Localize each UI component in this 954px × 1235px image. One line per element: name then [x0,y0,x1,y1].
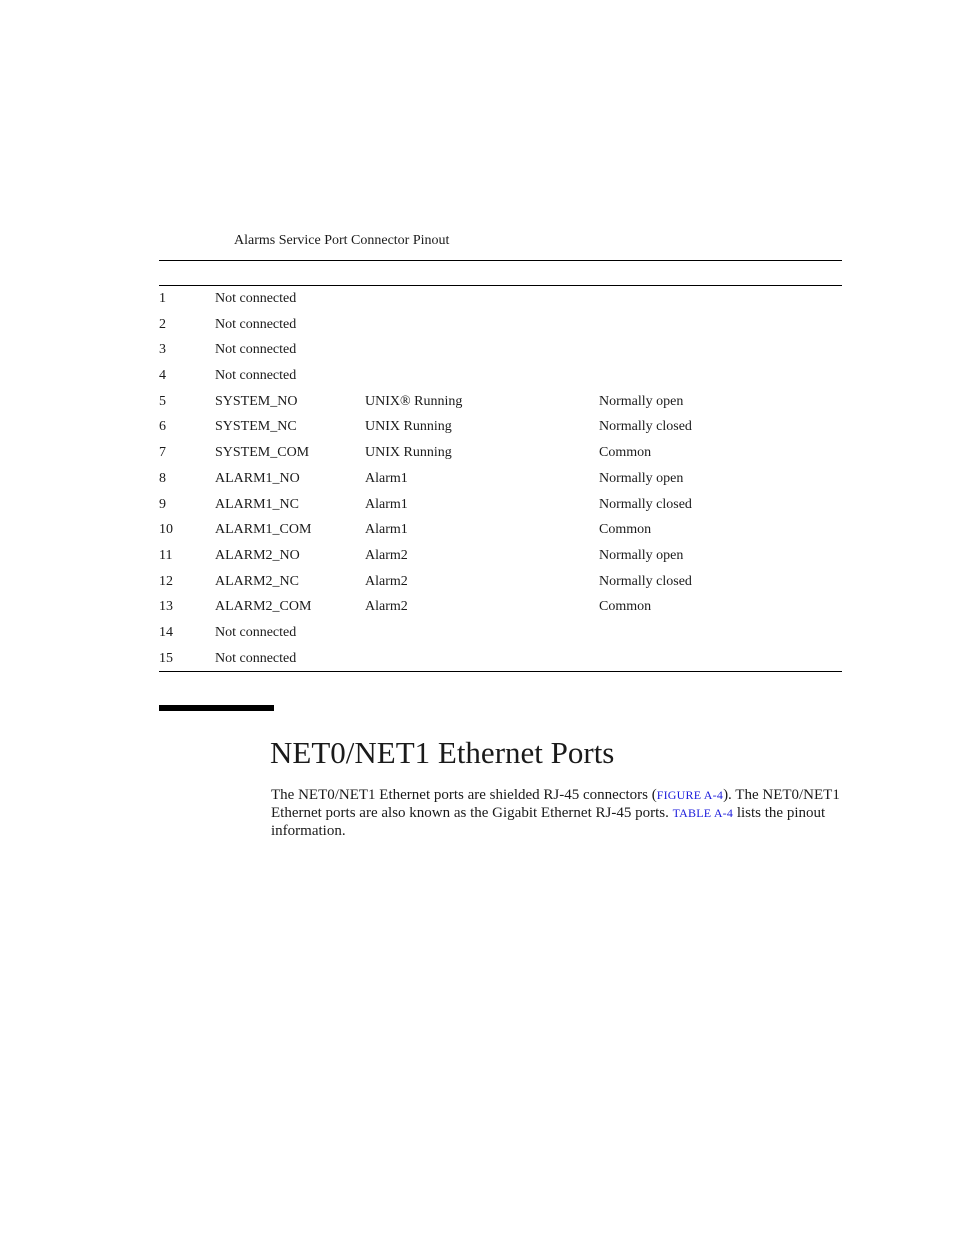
signal-cell: Not connected [215,291,297,306]
table-row [159,569,842,595]
table-row [159,620,842,646]
pin-cell: 2 [159,316,166,332]
note-cell: Normally open [599,393,684,409]
description-cell: Alarm2 [365,573,408,589]
note-cell: Common [599,522,652,538]
description-cell: Alarm1 [365,470,408,486]
paragraph-text: lists the pinout information. [271,805,826,839]
description-cell: UNIX® Running [365,393,463,409]
signal-cell: ALARM2_NO [215,547,300,563]
signal-cell: Not connected [215,342,297,358]
table-row [159,337,842,363]
table-row [159,312,842,338]
figure-a4-link[interactable]: FIGURE A-4 [656,788,724,802]
table-row [159,543,842,569]
table-row [159,363,842,389]
note-cell: Normally closed [599,496,692,512]
pin-cell: 4 [159,368,166,384]
table-row [159,286,842,312]
description-cell: Alarm1 [365,522,408,538]
pin-cell: 7 [159,445,166,461]
paragraph-text: The NET0/NET1 Ethernet ports are shielded RJ-45 connectors ( [271,787,657,803]
pin-cell: 6 [159,419,166,435]
pin-cell: 15 [159,650,173,666]
signal-cell: Not connected [215,316,297,332]
note-cell: Normally closed [599,573,692,589]
pin-cell: 14 [159,624,173,640]
paragraph-text: ). The NET0/NET1 Ethernet ports are also known as the Gigabit Ethernet RJ-45 ports. [271,787,840,821]
description-cell: UNIX Running [365,419,452,435]
description-cell: Alarm2 [365,547,408,563]
section-paragraph [271,786,841,840]
signal-cell: SYSTEM_NC [215,419,297,435]
note-cell: Normally closed [599,419,692,435]
pin-cell: 9 [159,496,166,512]
pinout-table [159,286,842,671]
pin-cell: 13 [159,599,173,615]
description-cell: UNIX Running [365,445,452,461]
note-cell: Normally open [599,547,684,563]
note-cell: Common [599,445,652,461]
signal-cell: ALARM2_COM [215,599,312,615]
description-cell: Alarm1 [365,496,408,512]
table-top-rule [159,260,842,261]
table-row [159,594,842,620]
note-cell: Common [599,599,652,615]
description-cell: Alarm2 [365,599,408,615]
pin-cell: 12 [159,573,173,589]
pin-cell: 1 [159,291,166,306]
pin-cell: 8 [159,470,166,486]
pin-cell: 5 [159,393,166,409]
signal-cell: ALARM1_NO [215,470,300,486]
table-row [159,414,842,440]
note-cell: Normally open [599,470,684,486]
signal-cell: Not connected [215,624,297,640]
pin-cell: 11 [159,547,173,563]
table-row [159,440,842,466]
signal-cell: Not connected [215,368,297,384]
signal-cell: ALARM2_NC [215,573,300,589]
table-row [159,466,842,492]
table-row [159,492,842,518]
table-caption: Alarms Service Port Connector Pinout [234,233,450,248]
pin-cell: 10 [159,522,173,538]
section-divider-bar [159,705,274,711]
table-row [159,646,842,672]
signal-cell: SYSTEM_NO [215,393,298,409]
pin-cell: 3 [159,342,166,358]
section-heading: NET0/NET1 Ethernet Ports [270,735,615,770]
signal-cell: Not connected [215,650,297,666]
table-row [159,517,842,543]
signal-cell: ALARM1_COM [215,522,312,538]
signal-cell: ALARM1_NC [215,496,300,512]
table-a4-link[interactable]: TABLE A-4 [672,806,734,820]
table-row [159,389,842,415]
signal-cell: SYSTEM_COM [215,445,310,461]
table-bottom-rule [159,671,842,672]
